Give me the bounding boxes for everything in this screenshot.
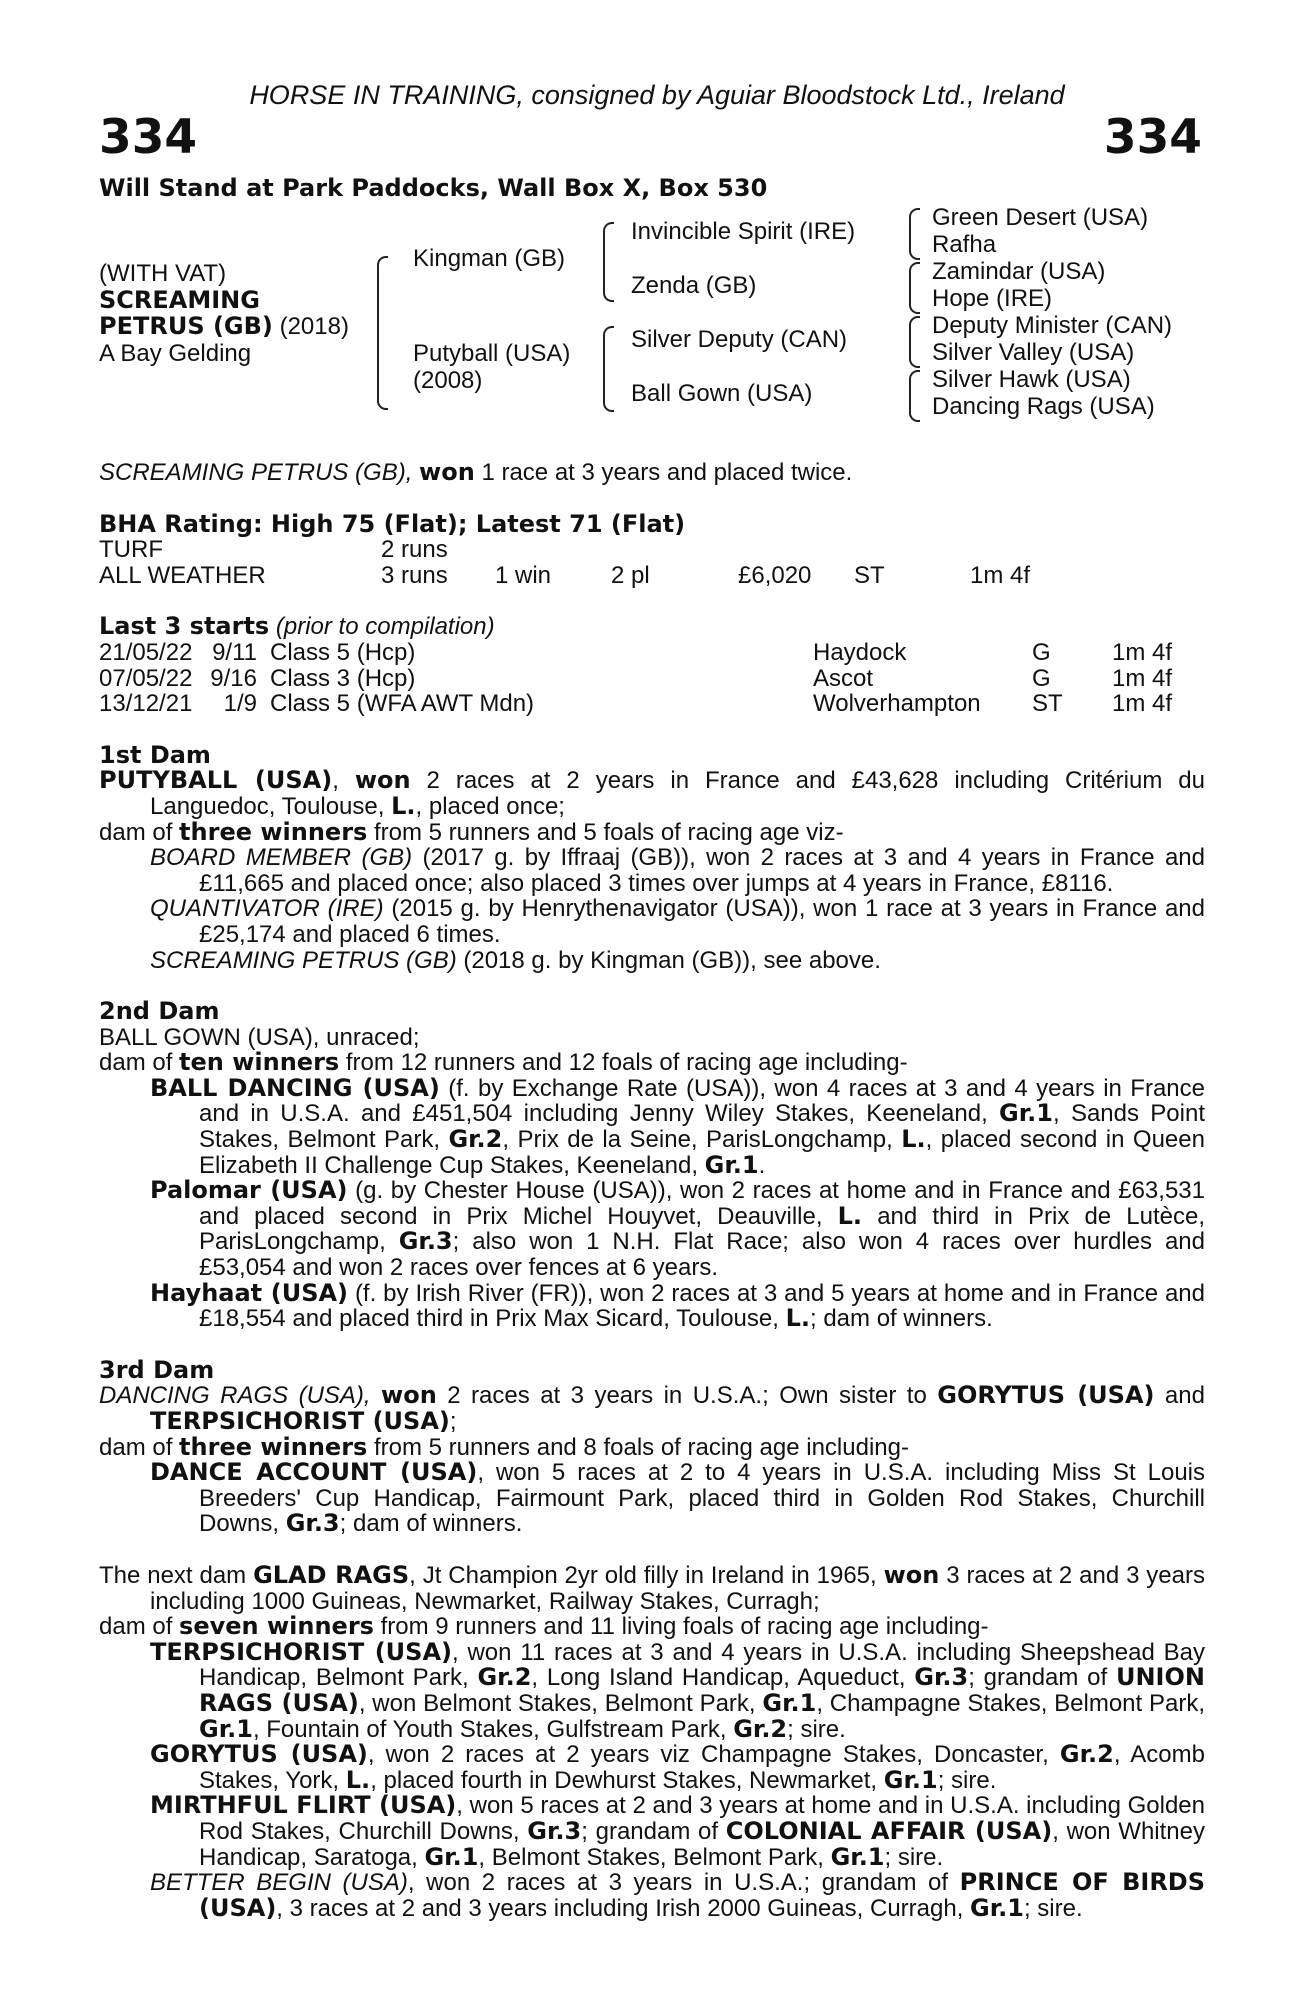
brace-sd xyxy=(909,262,920,314)
third-dam-heading: 3rd Dam xyxy=(99,1355,215,1384)
race-record-table xyxy=(99,537,1030,588)
second-dam-heading: 2nd Dam xyxy=(99,997,220,1026)
brace-dd xyxy=(909,370,920,422)
fourth-dam-record: The next dam GLAD RAGS, Jt Champion 2yr old filly in Ireland in 1965, won 3 races at 2 and 3 years including 1000 Guineas, Newmarket, Railway Stakes, Curragh; xyxy=(99,1560,1205,1615)
produce-entry: SCREAMING PETRUS (GB) (2018 g. by Kingman (GB)), see above. xyxy=(150,946,881,974)
horse-year: (2018) xyxy=(272,313,349,340)
sss: Green Desert (USA) xyxy=(932,204,1149,231)
table-row: 21/05/22 9/11 Class 5 (Hcp) Haydock G 1m 4f xyxy=(99,638,1173,666)
ddd: Dancing Rags (USA) xyxy=(932,393,1155,420)
sire: Kingman (GB) xyxy=(413,245,566,272)
lot-number-right: 334 xyxy=(1103,110,1202,165)
third-dam-record: DANCING RAGS (USA), won 2 races at 3 years in U.S.A.; Own sister to GORYTUS (USA) and TERPSICHORIST (USA); xyxy=(99,1381,1205,1435)
produce-entry: BETTER BEGIN (USA), won 2 races at 3 years in U.S.A.; grandam of PRINCE OF BIRDS (USA), 3 races at 2 and 3 years including Irish 2000 Guineas, Curragh, Gr.1; sire. xyxy=(150,1868,1206,1922)
dam-year: (2008) xyxy=(413,367,483,394)
first-dam-record: PUTYBALL (USA), won 2 races at 2 years in France and £43,628 including Critérium du Languedoc, Toulouse, L., placed once; xyxy=(99,766,1205,820)
vat-note: (WITH VAT) xyxy=(99,260,227,287)
table-row: 13/12/21 1/9 Class 5 (WFA AWT Mdn) Wolverhampton ST 1m 4f xyxy=(99,690,1173,718)
brace-dam xyxy=(603,326,614,412)
produce-entry: MIRTHFUL FLIRT (USA), won 5 races at 2 and 3 years at home and in U.S.A. including Golden Rod Stakes, Churchill Downs, Gr.3; grandam of COLONIAL AFFAIR (USA), won Whitney Handicap, Saratoga, Gr.1, Belmont Stakes, Belmont Park, Gr.1; sire. xyxy=(150,1791,1205,1871)
produce-entry: BALL DANCING (USA) (f. by Exchange Rate (USA)), won 4 races at 3 and 4 years in France and in U.S.A. and £451,504 including Jenny Wiley Stakes, Keeneland, Gr.1, Sands Point Stakes, Belmont Park, Gr.2, Prix de la Seine, ParisLongchamp, L., placed second in Queen Elizabeth II Challenge Cup Stakes, Keeneland, Gr.1. xyxy=(150,1073,1206,1179)
sds: Zamindar (USA) xyxy=(932,258,1106,285)
horse-description: A Bay Gelding xyxy=(99,340,252,367)
brace-ss xyxy=(909,208,920,260)
first-dam-produce: dam of three winners from 5 runners and 5 foals of racing age viz- xyxy=(99,817,844,846)
third-dam-produce: dam of three winners from 5 runners and 8 foals of racing age including- xyxy=(99,1432,909,1461)
catalogue-body xyxy=(99,460,1205,1921)
produce-entry: BOARD MEMBER (GB) (2017 g. by Iffraaj (GB)), won 2 races at 3 and 4 years in France and £11,665 and placed once; also placed 3 times over jumps at 4 years in France, £8116. xyxy=(150,844,1206,897)
table-row: 07/05/22 9/16 Class 3 (Hcp) Ascot G 1m 4f xyxy=(99,664,1173,692)
dam-dam: Ball Gown (USA) xyxy=(631,380,813,407)
produce-entry: DANCE ACCOUNT (USA), won 5 races at 2 to 4 years in U.S.A. including Miss St Louis Breeders' Cup Handicap, Fairmount Park, placed third in Golden Rod Stakes, Churchill Downs, Gr.3; dam of winners. xyxy=(150,1458,1205,1538)
table-row: TURF 2 runs xyxy=(99,536,448,564)
second-dam-record: BALL GOWN (USA), unraced; xyxy=(99,1023,420,1051)
second-dam-produce: dam of ten winners from 12 runners and 12 foals of racing age including- xyxy=(99,1048,908,1077)
fourth-dam-produce: dam of seven winners from 9 runners and 11 living foals of racing age including- xyxy=(99,1612,989,1641)
dss: Deputy Minister (CAN) xyxy=(932,312,1173,339)
dam-sire: Silver Deputy (CAN) xyxy=(631,326,848,353)
sire-dam: Zenda (GB) xyxy=(631,272,757,299)
brace-horse xyxy=(377,256,388,410)
brace-sire xyxy=(603,222,614,302)
lot-number-left: 334 xyxy=(99,110,198,165)
consignor-header: HORSE IN TRAINING, consigned by Aguiar Bloodstock Ltd., Ireland xyxy=(249,80,1065,110)
ssd: Rafha xyxy=(932,231,997,258)
produce-entry: GORYTUS (USA), won 2 races at 2 years viz Champagne Stakes, Doncaster, Gr.2, Acomb Stakes, York, L., placed fourth in Dewhurst Stakes, Newmarket, Gr.1; sire. xyxy=(150,1740,1205,1794)
first-dam-heading: 1st Dam xyxy=(99,740,211,769)
table-row: ALL WEATHER 3 runs 1 win 2 pl £6,020 ST 1m 4f xyxy=(99,561,1031,589)
horse-name-line1: SCREAMING xyxy=(99,286,260,314)
produce-entry: TERPSICHORIST (USA), won 11 races at 3 and 4 years in U.S.A. including Sheepshead Bay Handicap, Belmont Park, Gr.2, Long Island Handicap, Aqueduct, Gr.3; grandam of UNION RAGS (USA), won Belmont Stakes, Belmont Park, Gr.1, Champagne Stakes, Belmont Park, Gr.1, Fountain of Youth Stakes, Gulfstream Park, Gr.2; sire. xyxy=(150,1637,1206,1743)
dsd: Silver Valley (USA) xyxy=(932,339,1135,366)
race-summary: SCREAMING PETRUS (GB), won 1 race at 3 years and placed twice. xyxy=(99,458,853,486)
produce-entry: Palomar (USA) (g. by Chester House (USA)), won 2 races at home and in France and £63,531 and placed second in Prix Michel Houyvet, Deauville, L. and third in Prix de Lutèce, ParisLongchamp, Gr.3; also won 1 N.H. Flat Race; also won 4 races over hurdles and £53,054 and won 2 races over fences at 6 years. xyxy=(150,1176,1205,1282)
sdd: Hope (IRE) xyxy=(932,285,1053,312)
dam: Putyball (USA) xyxy=(413,340,571,367)
last-starts-table xyxy=(99,640,1172,717)
dds: Silver Hawk (USA) xyxy=(932,366,1131,393)
brace-ds xyxy=(909,316,920,368)
produce-entry: QUANTIVATOR (IRE) (2015 g. by Henrythenavigator (USA)), won 1 race at 3 years in France and £25,174 and placed 6 times. xyxy=(150,895,1206,948)
sire-sire: Invincible Spirit (IRE) xyxy=(631,218,856,245)
last-starts-heading: Last 3 starts (prior to compilation) xyxy=(99,612,495,641)
produce-entry: Hayhaat (USA) (f. by Irish River (FR)), won 2 races at 3 and 5 years at home and in France and £18,554 and placed third in Prix Max Sicard, Toulouse, L.; dam of winners. xyxy=(150,1278,1205,1333)
stand-location: Will Stand at Park Paddocks, Wall Box X, Box 530 xyxy=(99,174,768,202)
horse-name: PETRUS (GB) xyxy=(99,312,273,340)
horse-name-line2 xyxy=(99,312,349,341)
bha-rating: BHA Rating: High 75 (Flat); Latest 71 (Flat) xyxy=(99,509,686,538)
